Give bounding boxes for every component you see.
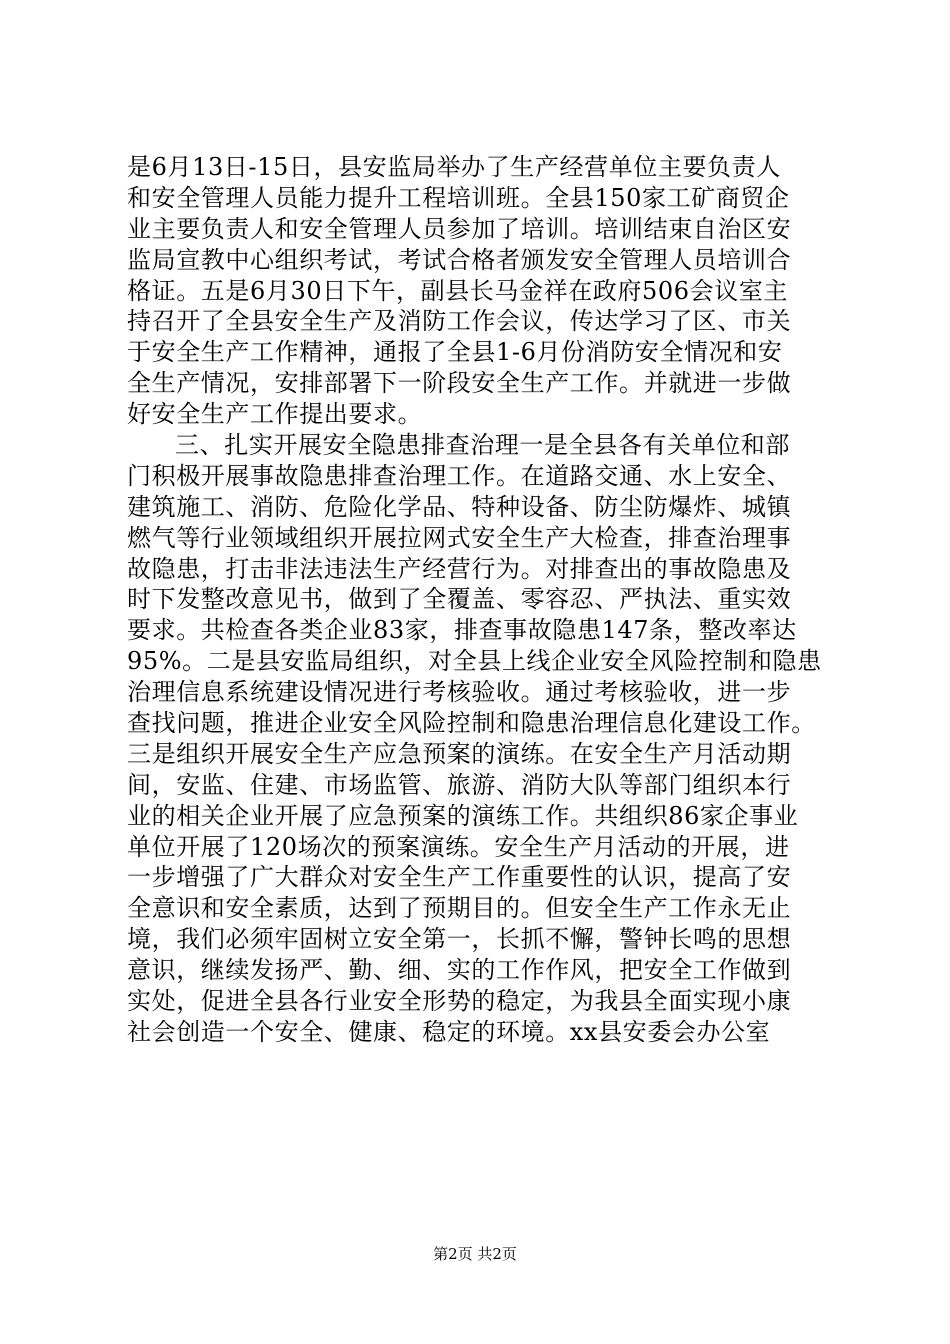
text-line: 持召开了全县安全生产及消防工作会议，传达学习了区、市关 [127,307,792,336]
text-line: 故隐患，打击非法违法生产经营行为。对排查出的事故隐患及 [127,554,792,583]
text-line: 于安全生产工作精神，通报了全县1-6月份消防安全情况和安 [127,338,783,367]
text-line: 业主要负责人和安全管理人员参加了培训。培训结束自治区安 [127,214,792,243]
text-line: 实处，促进全县各行业安全形势的稳定，为我县全面实现小康 [127,987,792,1016]
text-line: 要求。共检查各类企业83家，排查事故隐患147条，整改率达 [127,616,797,645]
text-line: 和安全管理人员能力提升工程培训班。全县150家工矿商贸企 [127,183,790,212]
text-line: 建筑施工、消防、危险化学品、特种设备、防尘防爆炸、城镇 [127,492,792,521]
text-line: 意识，继续发扬严、勤、细、实的工作作风，把安全工作做到 [127,956,792,985]
text-line: 燃气等行业领域组织开展拉网式安全生产大检查，排查治理事 [127,523,792,552]
text-line: 是6月13日-15日，县安监局举办了生产经营单位主要负责人 [127,153,781,181]
text-line: 一步增强了广大群众对安全生产工作重要性的认识，提高了安 [127,863,792,892]
text-line: 社会创造一个安全、健康、稳定的环境。xx县安委会办公室 [127,1017,771,1046]
text-line: 三是组织开展安全生产应急预案的演练。在安全生产月活动期 [127,739,792,768]
text-line: 格证。五是6月30日下午，副县长马金祥在政府506会议室主 [127,276,789,305]
page-number-footer: 第2页 共2页 [433,1245,517,1263]
text-line: 时下发整改意见书，做到了全覆盖、零容忍、严执法、重实效 [127,585,792,614]
text-line: 治理信息系统建设情况进行考核验收。通过考核验收，进一步 [127,678,792,707]
text-line: 监局宣教中心组织考试，考试合格者颁发安全管理人员培训合 [127,245,792,274]
text-line: 95%。二是县安监局组织，对全县上线企业安全风险控制和隐患 [127,647,822,676]
text-line: 全意识和安全素质，达到了预期目的。但安全生产工作永无止 [127,894,792,923]
text-line: 境，我们必须牢固树立安全第一，长抓不懈，警钟长鸣的思想 [127,925,792,954]
text-line: 间，安监、住建、市场监管、旅游、消防大队等部门组织本行 [127,770,792,799]
text-line: 业的相关企业开展了应急预案的演练工作。共组织86家企事业 [127,801,799,830]
text-line: 好安全生产工作提出要求。 [127,400,423,429]
text-line: 查找问题，推进企业安全风险控制和隐患治理信息化建设工作。 [127,709,816,738]
section-heading-line: 三、扎实开展安全隐患排查治理一是全县各有关单位和部 [175,431,790,460]
text-line: 全生产情况，安排部署下一阶段安全生产工作。并就进一步做 [127,369,792,398]
document-body [127,152,827,1048]
text-line: 单位开展了120场次的预案演练。安全生产月活动的开展，进 [127,832,790,861]
text-line: 门积极开展事故隐患排查治理工作。在道路交通、水上安全、 [127,461,792,490]
